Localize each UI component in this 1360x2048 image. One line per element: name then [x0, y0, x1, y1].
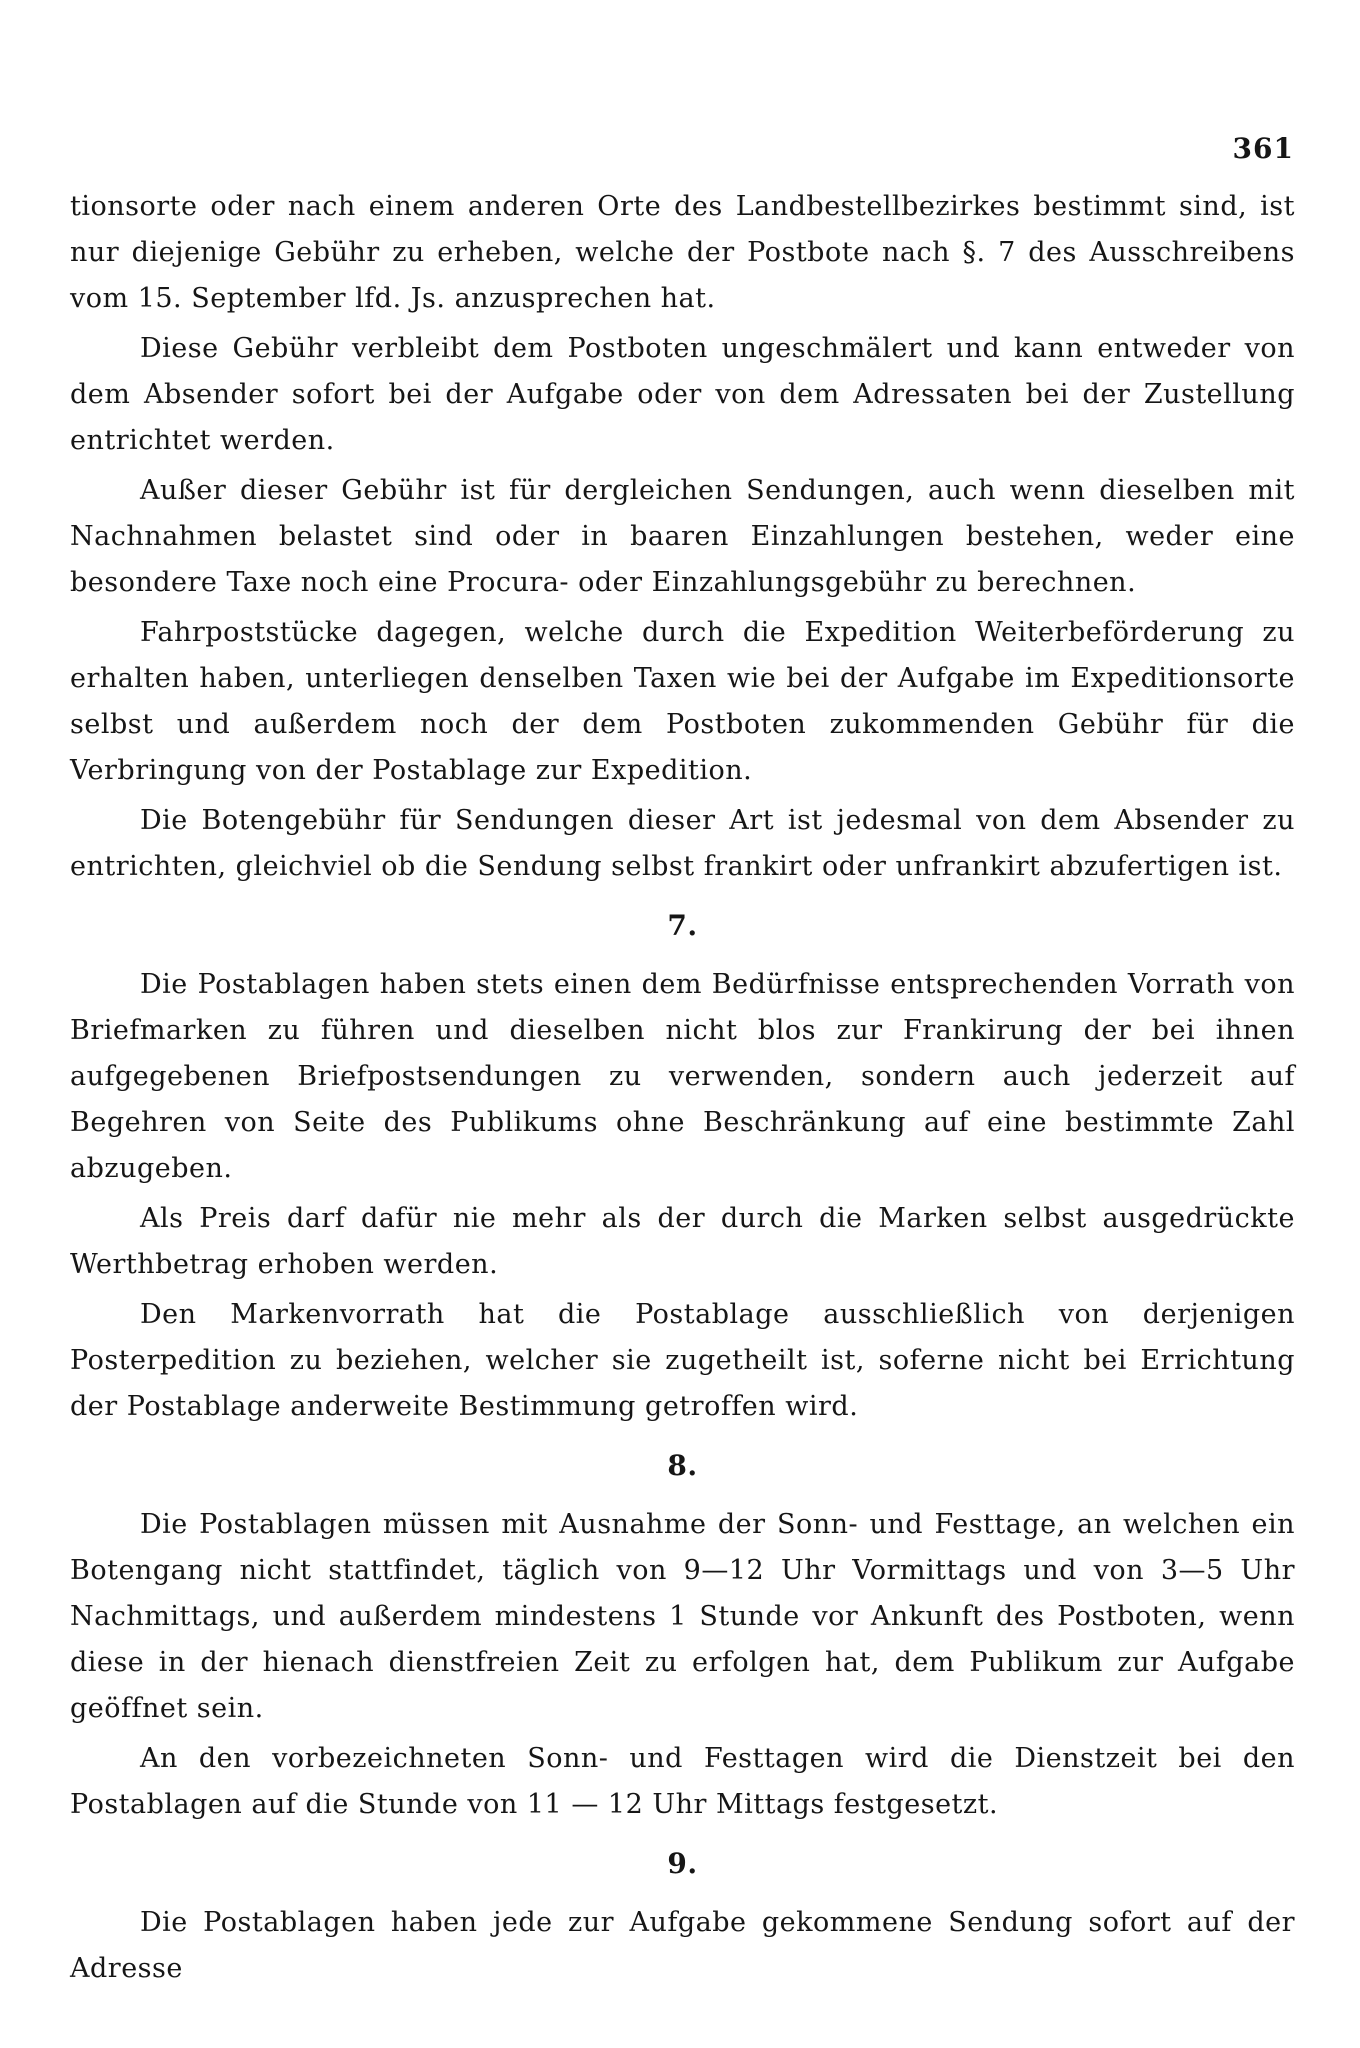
paragraph: Außer dieser Gebühr ist für dergleichen Sendungen, auch wenn dieselben mit Nachnahmen belastet sind oder in baaren Einzahlungen bestehen, weder eine besondere Taxe noch eine Procura- oder Einzahlungsgebühr zu berechnen.: [70, 475, 1295, 598]
paragraph: Die Postablagen müssen mit Ausnahme der Sonn- und Festtage, an welchen ein Botengang nicht stattfindet, täglich von 9—12 Uhr Vormittags und von 3—5 Uhr Nachmittags, und außerdem mindestens 1 Stunde vor Ankunft des Postboten, wenn diese in der hienach dienstfreien Zeit zu erfolgen hat, dem Publikum zur Aufgabe geöffnet sein.: [70, 1509, 1295, 1724]
paragraph: Als Preis darf dafür nie mehr als der durch die Marken selbst ausgedrückte Werthbetrag erhoben werden.: [70, 1203, 1295, 1280]
section-heading-9: 9.: [667, 1847, 698, 1880]
paragraph: Die Botengebühr für Sendungen dieser Art ist jedesmal von dem Absender zu entrichten, gleichviel ob die Sendung selbst frankirt oder unfrankirt abzufertigen ist.: [70, 805, 1295, 882]
body-text: [70, 184, 1295, 1996]
page-number: 361: [1232, 132, 1294, 165]
section-heading-8: 8.: [667, 1449, 698, 1482]
paragraph: Die Postablagen haben jede zur Aufgabe gekommene Sendung sofort auf der Adresse: [70, 1907, 1295, 1984]
paragraph: Die Postablagen haben stets einen dem Bedürfnisse entsprechenden Vorrath von Briefmarken zu führen und dieselben nicht blos zur Frankirung der bei ihnen aufgegebenen Briefpostsendungen zu verwenden, sondern auch jederzeit auf Begehren von Seite des Publikums ohne Beschränkung auf eine bestimmte Zahl abzugeben.: [70, 969, 1295, 1184]
section-heading-7: 7.: [667, 909, 698, 942]
paragraph: Fahrpoststücke dagegen, welche durch die Expedition Weiterbeförderung zu erhalten haben, unterliegen denselben Taxen wie bei der Aufgabe im Expeditionsorte selbst und außerdem noch der dem Postboten zukommenden Gebühr für die Verbringung von der Postablage zur Expedition.: [70, 617, 1295, 786]
paragraph: Den Markenvorrath hat die Postablage ausschließlich von derjenigen Posterpedition zu beziehen, welcher sie zugetheilt ist, soferne nicht bei Errichtung der Postablage anderweite Bestimmung getroffen wird.: [70, 1299, 1295, 1422]
paragraph: An den vorbezeichneten Sonn- und Festtagen wird die Dienstzeit bei den Postablagen auf die Stunde von 11 — 12 Uhr Mittags festgesetzt.: [70, 1743, 1295, 1820]
paragraph-continuation: tionsorte oder nach einem anderen Orte des Landbestellbezirkes bestimmt sind, ist nur diejenige Gebühr zu erheben, welche der Postbote nach §. 7 des Ausschreibens vom 15. September lfd. Js. anzusprechen hat.: [70, 191, 1295, 314]
paragraph: Diese Gebühr verbleibt dem Postboten ungeschmälert und kann entweder von dem Absender sofort bei der Aufgabe oder von dem Adressaten bei der Zustellung entrichtet werden.: [70, 333, 1295, 456]
